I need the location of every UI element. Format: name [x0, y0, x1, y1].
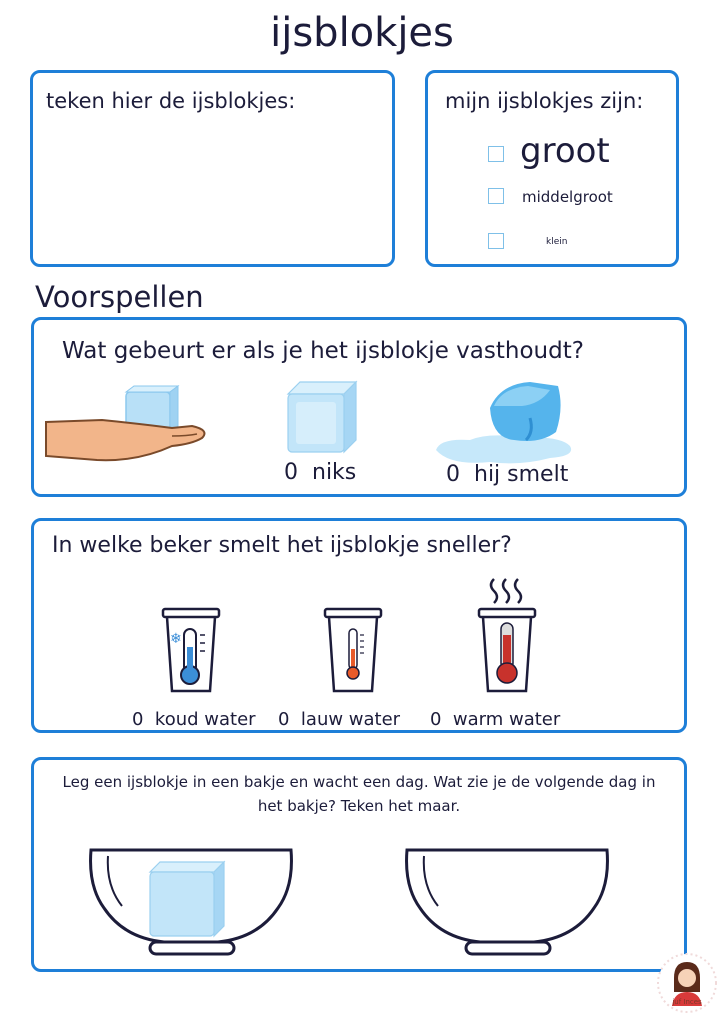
q2-option-koud-label: koud water [154, 709, 256, 730]
q2-option-lauw-marker[interactable]: 0 [278, 709, 290, 730]
q1-option-hij-smelt-label: hij smelt [474, 462, 569, 487]
q2-option-lauw-label: lauw water [300, 709, 401, 730]
checkbox-klein[interactable] [488, 233, 504, 249]
checkbox-middelgroot[interactable] [488, 188, 504, 204]
q1-option-hij-smelt [446, 462, 568, 487]
q2-option-lauw [278, 709, 400, 730]
q2-option-warm [430, 709, 560, 730]
q1-option-niks [284, 460, 356, 485]
task-text-line1: Leg een ijsblokje in een bakje en wacht een dag. Wat zie je de volgende dag in [62, 773, 656, 791]
logo-text: juf Inces [672, 998, 702, 1006]
section-heading: Voorspellen [35, 280, 204, 314]
question2-text: In welke beker smelt het ijsblokje sneller? [52, 533, 512, 558]
cold-cup-icon [162, 607, 222, 695]
q2-option-koud [132, 709, 256, 730]
task-text [34, 770, 684, 818]
checkbox-groot[interactable] [488, 146, 504, 162]
hand-ice-icon [42, 386, 212, 466]
draw-box[interactable] [30, 70, 395, 267]
draw-box-label: teken hier de ijsblokjes: [46, 89, 296, 113]
ice-cube-icon [282, 380, 360, 454]
empty-bowl-icon [404, 846, 610, 958]
question2-box [31, 518, 687, 733]
lukewarm-cup-icon [324, 607, 384, 695]
size-box-label: mijn ijsblokjes zijn: [445, 89, 644, 113]
melting-ice-icon [430, 378, 578, 468]
q2-option-koud-marker[interactable]: 0 [132, 709, 144, 730]
q1-option-niks-marker[interactable]: 0 [284, 460, 298, 485]
logo [656, 952, 718, 1014]
q2-option-warm-marker[interactable]: 0 [430, 709, 442, 730]
q2-option-warm-label: warm water [452, 709, 561, 730]
question1-box [31, 317, 687, 497]
option-klein-label: klein [546, 237, 568, 247]
option-groot-label: groot [520, 131, 610, 171]
q1-option-niks-label: niks [312, 460, 357, 485]
page-title: ijsblokjes [270, 10, 454, 56]
svg-text:❄: ❄ [170, 631, 182, 647]
warm-cup-icon [478, 577, 538, 695]
question1-text: Wat gebeurt er als je het ijsblokje vasthoudt? [62, 338, 584, 364]
size-box [425, 70, 679, 267]
q1-option-hij-smelt-marker[interactable]: 0 [446, 462, 460, 487]
option-middelgroot-label: middelgroot [522, 188, 613, 206]
bowl-with-ice-icon [88, 846, 294, 958]
task-text-line2: het bakje? Teken het maar. [257, 797, 461, 815]
task-box[interactable] [31, 757, 687, 972]
